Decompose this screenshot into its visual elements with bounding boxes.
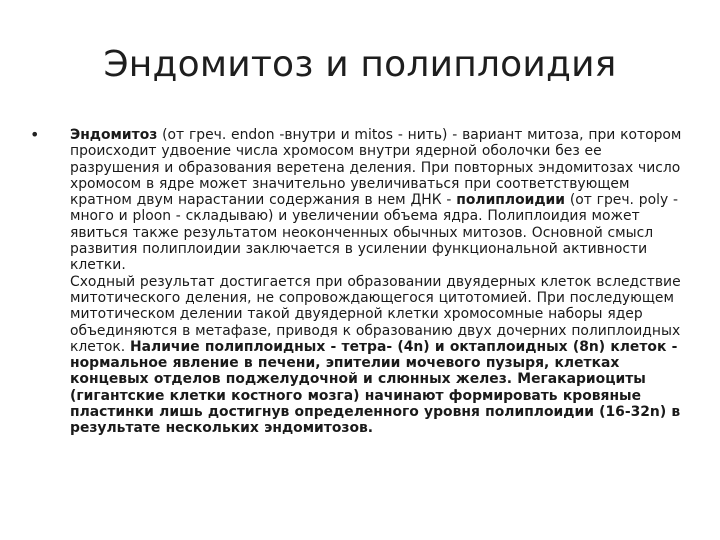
term-endomitosis: Эндомитоз: [70, 127, 158, 143]
paragraph2-bold-text: Наличие полиплоидных - тетра- (4n) и октаплоидных (8n) клеток - нормальное явление в печени, эпителии мочевого пузыря, клетках концевых отделов поджелудочной и слюнных желез. Мегакариоциты (гигантские клетки костного мозга) начинают формировать кровяные пластинки лишь достигнув определенного уровня полиплоидии (16-32n) в результате нескольких эндомитозов.: [70, 338, 681, 437]
term-polyploidy: полиплоидии: [456, 192, 566, 209]
paragraph1-text-a: (от греч. endon -внутри и mitos - нить) - вариант митоза, при котором происходит удвоение числа хромосом внутри ядерной оболочки без ее разрушения и образования веретена деления. При повторных эндомитозах число хромосом в ядре может значительно увеличиваться при соответствующем кратном двум нарастании содержания в нем ДНК -: [70, 127, 682, 209]
paragraph2-text: Сходный результат достигается при образовании двуядерных клеток вследствие митотического деления, не сопровождающегося цитотомией. При последующем митотическом делении такой двуядерной клетки хромосомные наборы ядер объединяются в метафазе, приводя к образованию двух дочерних полиплоидных клеток.: [70, 273, 681, 355]
bullet-marker: •: [30, 125, 40, 144]
paragraph1-text-b: (от греч. poly - много и ploon - складываю) и увеличении объема ядра. Полиплоидия может явиться также результатом неоконченных обычных митозов. Основной смысл развития полиплоидии заключается в усилении функциональной активности клетки.: [70, 192, 678, 274]
slide-title: Эндомитоз и полиплоидия: [103, 44, 617, 85]
bullet-text: [70, 127, 692, 437]
